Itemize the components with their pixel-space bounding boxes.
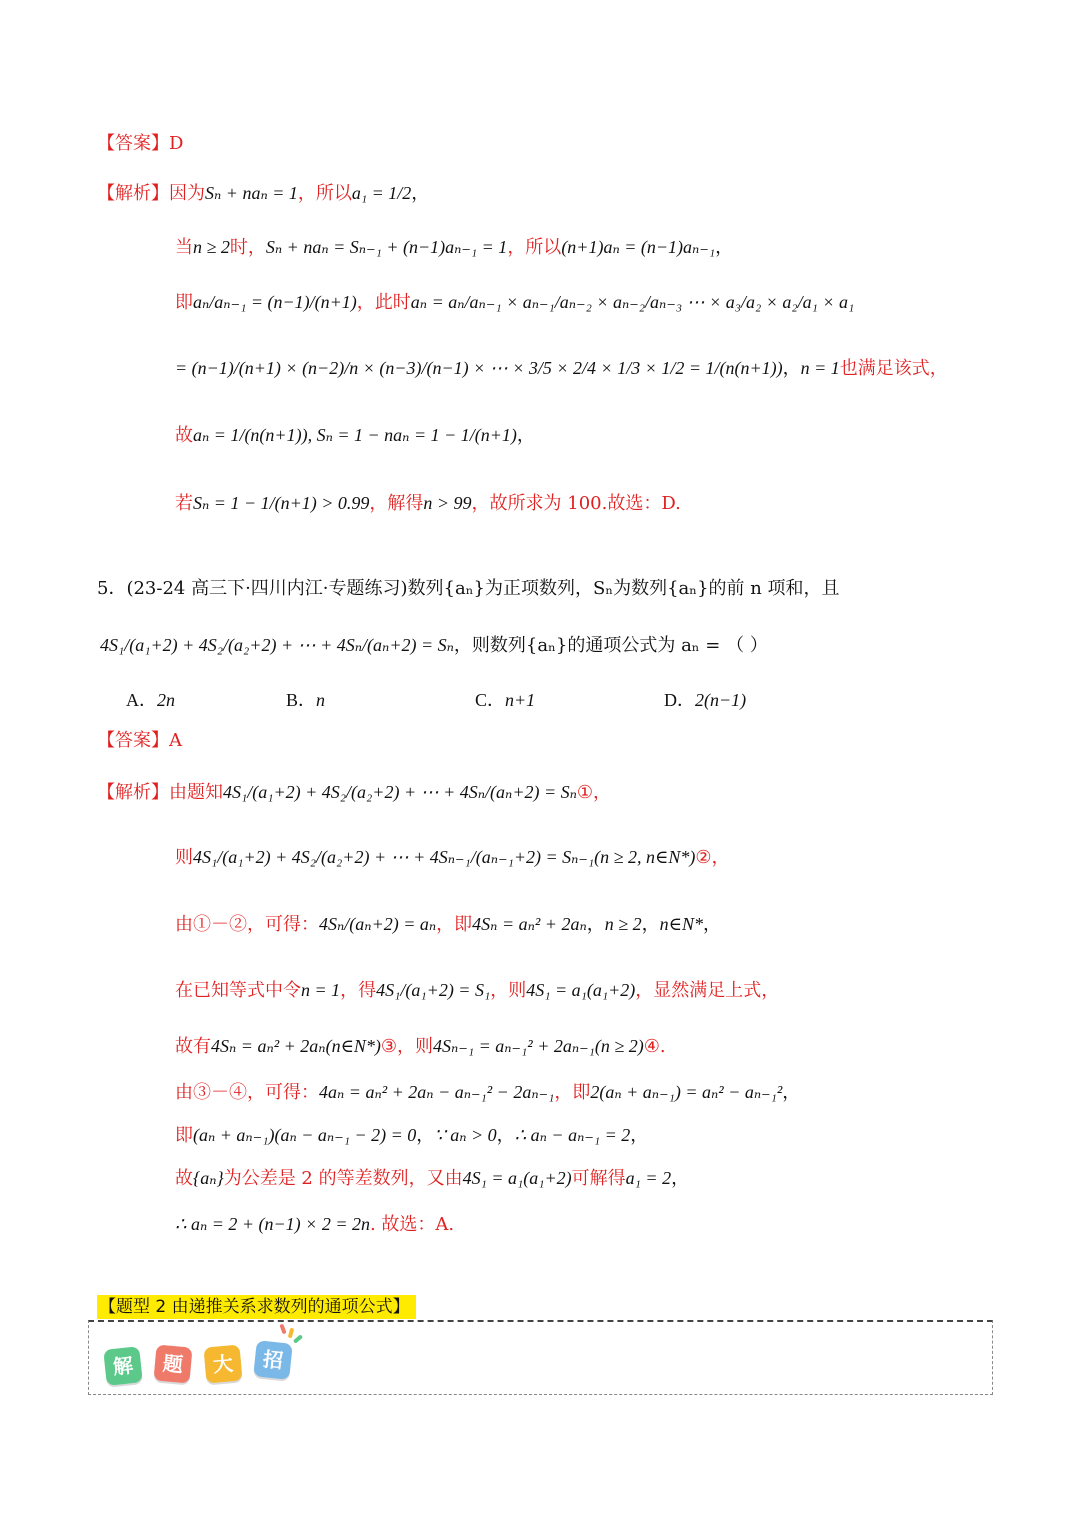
option-letter: B．: [286, 690, 317, 710]
text-segment: ，: [586, 914, 605, 935]
math-expression: (n+1)aₙ = (n−1)aₙ₋₁: [561, 237, 716, 257]
text-segment: ，: [782, 358, 801, 379]
math-expression: {aₙ}: [193, 1168, 224, 1188]
text-segment: ，: [630, 1125, 649, 1146]
text-segment: 即: [175, 292, 193, 313]
option-d[interactable]: [664, 688, 746, 713]
math-expression: ∴ aₙ − aₙ₋₁ = 2: [514, 1125, 631, 1145]
analysis5-line-6: [175, 1080, 800, 1105]
analysis-line-5: [175, 423, 535, 448]
math-expression: 4S₁/(a₁+2) + 4S₂/(a₂+2) + ⋯ + 4Sₙ/(aₙ+2) = Sₙ: [223, 782, 577, 802]
tips-box: [88, 1320, 993, 1395]
math-expression: n = 1: [301, 980, 341, 1000]
text-segment: . 故选：A.: [369, 1214, 455, 1235]
sparkle-icon: [279, 1324, 286, 1335]
answer-value: D: [169, 133, 184, 154]
sparkle-icon: [288, 1328, 294, 1339]
text-segment: ，: [671, 1168, 690, 1189]
analysis5-line-1: [97, 780, 611, 805]
math-expression: aₙ/aₙ₋₁ = (n−1)/(n+1): [193, 292, 357, 312]
math-expression: 4Sₙ = aₙ² + 2aₙ: [472, 914, 587, 934]
text-segment: 若: [175, 493, 193, 514]
option-a[interactable]: [126, 688, 175, 713]
text-segment: 故: [175, 1168, 193, 1189]
math-expression: a₁ = 2: [625, 1168, 672, 1188]
analysis5-line-4: [175, 978, 779, 1003]
question-5-stem-2: [100, 633, 768, 658]
section-title: 【题型 2 由递推关系求数列的通项公式】: [97, 1295, 416, 1319]
badge-jie: 解: [103, 1346, 143, 1386]
math-expression: = (n−1)/(n+1) × (n−2)/n × (n−3)/(n−1) × ⋯ × 3/5 × 2/4 × 1/3 × 1/2 = 1/(n(n+1)): [175, 358, 783, 378]
text-segment: 由①－②，可得：: [175, 914, 319, 935]
math-expression: Sₙ + naₙ = 1: [205, 183, 298, 203]
text-segment: ，故所求为 100.故选：D.: [471, 493, 681, 514]
math-expression: 4S₁/(a₁+2) + 4S₂/(a₂+2) + ⋯ + 4Sₙ₋₁/(aₙ₋₁+2) = Sₙ₋₁(n ≥ 2, n∈N*): [193, 847, 696, 867]
math-expression: a₁ = 1/2: [351, 183, 412, 203]
math-expression: 4S₁ = a₁(a₁+2): [462, 1168, 572, 1188]
option-value: n: [316, 690, 326, 710]
badge-zhao: 招: [253, 1340, 293, 1380]
math-expression: 4Sₙ = aₙ² + 2aₙ(n∈N*): [211, 1036, 381, 1056]
math-expression: n = 1: [800, 358, 840, 378]
text-segment: ④.: [643, 1036, 666, 1057]
text-segment: ，: [641, 914, 660, 935]
analysis-label: 【解析】: [97, 183, 169, 204]
option-b[interactable]: [286, 688, 325, 713]
text-segment: 由题知: [169, 782, 223, 803]
answer-line-prev: [97, 132, 183, 156]
text-segment: ②，: [695, 847, 730, 868]
math-expression: n ≥ 2: [604, 914, 642, 934]
math-expression: 4Sₙ₋₁ = aₙ₋₁² + 2aₙ₋₁(n ≥ 2): [433, 1036, 644, 1056]
text-segment: ，: [782, 1082, 801, 1103]
option-value: n+1: [505, 690, 536, 710]
text-segment: 当: [175, 237, 193, 258]
analysis5-line-9: [175, 1212, 454, 1237]
math-expression: 4S₁/(a₁+2) = S₁: [376, 980, 491, 1000]
text-segment: ，显然满足上式，: [635, 980, 780, 1001]
text-segment: 故有: [175, 1036, 211, 1057]
analysis5-line-8: [175, 1166, 689, 1191]
question-stem: ，则数列{aₙ}的通项公式为 aₙ = （ ）: [453, 635, 768, 656]
text-segment: 因为: [169, 183, 205, 204]
analysis-line-4: [175, 356, 948, 381]
text-segment: ，: [702, 914, 721, 935]
answer-label: 【答案】: [97, 133, 169, 154]
math-expression: Sₙ = 1 − 1/(n+1) > 0.99: [193, 493, 370, 513]
analysis5-line-5: [175, 1034, 666, 1059]
option-letter: C．: [475, 690, 506, 710]
text-segment: ，则: [490, 980, 527, 1001]
answer-label: 【答案】: [97, 730, 169, 751]
text-segment: 故: [175, 425, 193, 446]
answer-line-5: [97, 729, 182, 753]
badge-ti: 题: [153, 1344, 192, 1383]
math-expression: 4S₁ = a₁(a₁+2): [526, 980, 636, 1000]
answer-value: A: [169, 730, 182, 751]
text-segment: ①，: [576, 782, 612, 803]
math-expression: 4Sₙ/(aₙ+2) = aₙ: [319, 914, 437, 934]
analysis-line-6: [175, 491, 681, 516]
analysis-label: 【解析】: [97, 782, 169, 803]
math-expression: aₙ = 1/(n(n+1)), Sₙ = 1 − naₙ = 1 − 1/(n+1): [193, 425, 517, 445]
text-segment: ，得: [340, 980, 377, 1001]
badge-da: 大: [203, 1344, 242, 1383]
text-segment: ，: [416, 1125, 435, 1146]
math-expression: n∈N*: [659, 914, 703, 934]
math-expression: (aₙ + aₙ₋₁)(aₙ − aₙ₋₁ − 2) = 0: [193, 1125, 417, 1145]
math-expression: n > 99: [423, 493, 472, 513]
text-segment: 也满足该式，: [839, 358, 948, 379]
question-number: 5．: [97, 578, 127, 599]
text-segment: ，: [516, 425, 535, 446]
math-expression: Sₙ + naₙ = Sₙ₋₁ + (n−1)aₙ₋₁ = 1: [265, 237, 508, 257]
text-segment: ，所以: [297, 183, 352, 204]
text-segment: 为公差是 2 的等差数列，又由: [223, 1168, 463, 1189]
option-value: 2n: [157, 690, 175, 710]
text-segment: 可解得: [571, 1168, 626, 1189]
text-segment: ③，则: [380, 1036, 434, 1057]
analysis5-line-2: [175, 845, 730, 870]
sparkle-icon: [293, 1334, 303, 1343]
option-value: 2(n−1): [695, 690, 747, 710]
analysis5-line-3: [175, 912, 721, 937]
text-segment: ，: [715, 237, 734, 258]
text-segment: 在已知等式中令: [175, 980, 301, 1001]
text-segment: ，即: [436, 914, 473, 935]
text-segment: ，即: [554, 1082, 591, 1103]
math-expression: aₙ = aₙ/aₙ₋₁ × aₙ₋₁/aₙ₋₂ × aₙ₋₂/aₙ₋₃ ⋯ × a₃/a₂ × a₂/a₁ × a₁: [410, 292, 855, 312]
math-expression: 4S₁/(a₁+2) + 4S₂/(a₂+2) + ⋯ + 4Sₙ/(aₙ+2) = Sₙ: [100, 635, 454, 655]
analysis-line-1: [97, 181, 429, 206]
text-segment: 则: [175, 847, 193, 868]
text-segment: ，: [411, 183, 430, 204]
math-expression: ∴ aₙ = 2 + (n−1) × 2 = 2n: [175, 1214, 370, 1234]
option-letter: D．: [664, 690, 695, 710]
analysis-line-2: [175, 235, 733, 260]
question-stem: 数列{aₙ}为正项数列，Sₙ为数列{aₙ}的前 n 项和，且: [407, 578, 840, 599]
math-expression: n ≥ 2: [193, 237, 230, 257]
math-expression: 2(aₙ + aₙ₋₁) = aₙ² − aₙ₋₁²: [590, 1082, 783, 1102]
math-expression: ∵ aₙ > 0: [434, 1125, 497, 1145]
text-segment: ，所以: [507, 237, 562, 258]
question-5-stem: [97, 577, 840, 601]
text-segment: 由③－④，可得：: [175, 1082, 319, 1103]
text-segment: 时，: [229, 237, 266, 258]
text-segment: ，此时: [356, 292, 411, 313]
math-expression: 4aₙ = aₙ² + 2aₙ − aₙ₋₁² − 2aₙ₋₁: [319, 1082, 555, 1102]
option-c[interactable]: [475, 688, 535, 713]
analysis-line-3: [175, 290, 854, 315]
option-letter: A．: [126, 690, 157, 710]
text-segment: ，: [496, 1125, 515, 1146]
analysis5-line-7: [175, 1123, 648, 1148]
text-segment: ，解得: [369, 493, 424, 514]
text-segment: 即: [175, 1125, 193, 1146]
question-source: (23-24 高三下·四川内江·专题练习): [126, 578, 408, 599]
